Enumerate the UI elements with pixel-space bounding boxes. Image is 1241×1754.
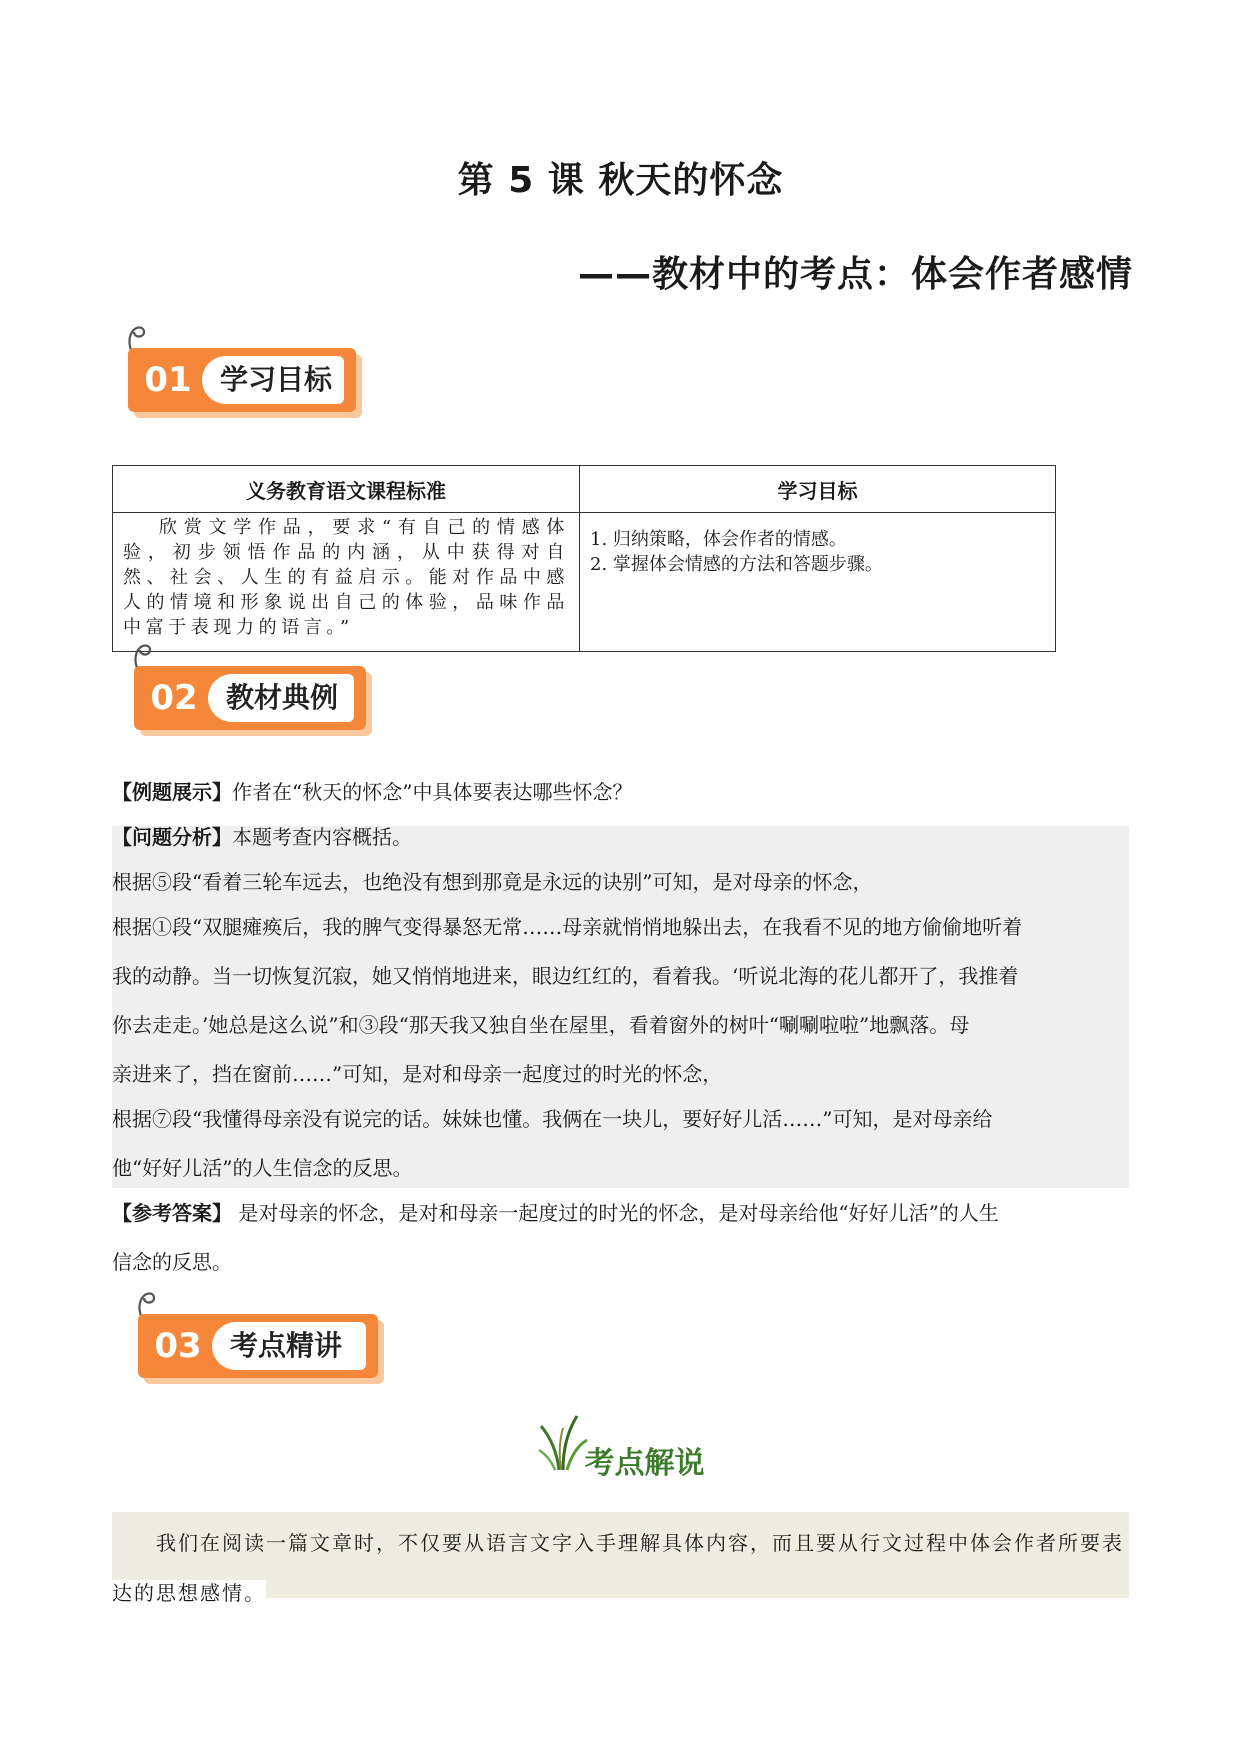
kaodian-text <box>112 1518 1129 1618</box>
analysis-line: 我的动静。当一切恢复沉寂，她又悄悄地进来，眼边红红的，看着我。‘听说北海的花儿都开了，我推着 <box>112 964 1019 988</box>
analysis-text: 本题考查内容概括。 <box>232 825 412 849</box>
kaodian-title: 考点解说 <box>584 1446 705 1481</box>
objective-item: 1. 归纳策略，体会作者的情感。 <box>590 529 847 550</box>
section-label: 学习目标 <box>202 356 344 404</box>
section-label: 考点精讲 <box>212 1322 366 1370</box>
section-badge-02 <box>128 640 366 736</box>
answer-continuation: 信念的反思。 <box>112 1250 232 1274</box>
analysis-line: 亲进来了，挡在窗前……”可知，是对和母亲一起度过的时光的怀念， <box>112 1062 723 1086</box>
analysis-line: 你去走走。’她总是这么说”和③段“那天我又独自坐在屋里，看着窗外的树叶“唰唰啦啦”地飘落。母 <box>112 1013 970 1037</box>
section-badge-03 <box>132 1288 378 1384</box>
page-title: 第 5 课 秋天的怀念 <box>457 160 784 201</box>
table-row <box>113 513 1056 652</box>
section-number: 02 <box>150 678 198 718</box>
analysis-line: 根据①段“双腿瘫痪后，我的脾气变得暴怒无常……母亲就悄悄地躲出去，在我看不见的地方偷偷地听着 <box>112 915 1023 939</box>
example-analysis <box>112 822 1129 852</box>
analysis-lead: 【问题分析】 <box>112 825 232 849</box>
example-question <box>112 777 1129 807</box>
section-number: 03 <box>154 1326 202 1366</box>
analysis-line: 根据⑤段“看着三轮车远去，也绝没有想到那竟是永远的诀别”可知，是对母亲的怀念， <box>112 870 873 894</box>
analysis-line: 根据⑦段“我懂得母亲没有说完的话。妹妹也懂。我俩在一块儿，要好好儿活……”可知，是对母亲给 <box>112 1107 993 1131</box>
section-number: 01 <box>144 360 192 400</box>
curriculum-standard-text: 欣赏文学作品，要求“有自己的情感体验，初步领悟作品的内涵，从中获得对自然、社会、人生的有益启示。能对作品中感人的情境和形象说出自己的体验，品味作品中富于表现力的语言。” <box>113 513 580 652</box>
objectives-cell <box>580 513 1056 652</box>
analysis-line: 他“好好儿活”的人生信念的反思。 <box>112 1156 413 1180</box>
answer-lead: 【参考答案】 <box>112 1201 232 1225</box>
table-header-objectives: 学习目标 <box>580 466 1056 513</box>
grass-icon <box>537 1412 589 1472</box>
question-lead: 【例题展示】 <box>112 780 232 804</box>
table-header-standard: 义务教育语文课程标准 <box>113 466 580 513</box>
section-label: 教材典例 <box>208 674 354 722</box>
kaodian-line: 达的思想感情。 <box>112 1581 266 1605</box>
page-subtitle: ——教材中的考点：体会作者感情 <box>577 254 1133 295</box>
answer-text: 是对母亲的怀念，是对和母亲一起度过的时光的怀念，是对母亲给他“好好儿活”的人生 <box>232 1201 999 1225</box>
kaodian-line: 我们在阅读一篇文章时，不仅要从语言文字入手理解具体内容，而且要从行文过程中体会作者所要表 <box>156 1531 1124 1555</box>
reference-answer <box>112 1198 1129 1228</box>
goals-table <box>112 465 1056 652</box>
question-text: 作者在“秋天的怀念”中具体要表达哪些怀念？ <box>232 780 633 804</box>
table-header-row <box>113 466 1056 513</box>
section-badge-01 <box>122 322 356 418</box>
kaodian-heading <box>0 1438 1241 1482</box>
objective-item: 2. 掌握体会情感的方法和答题步骤。 <box>590 554 883 575</box>
